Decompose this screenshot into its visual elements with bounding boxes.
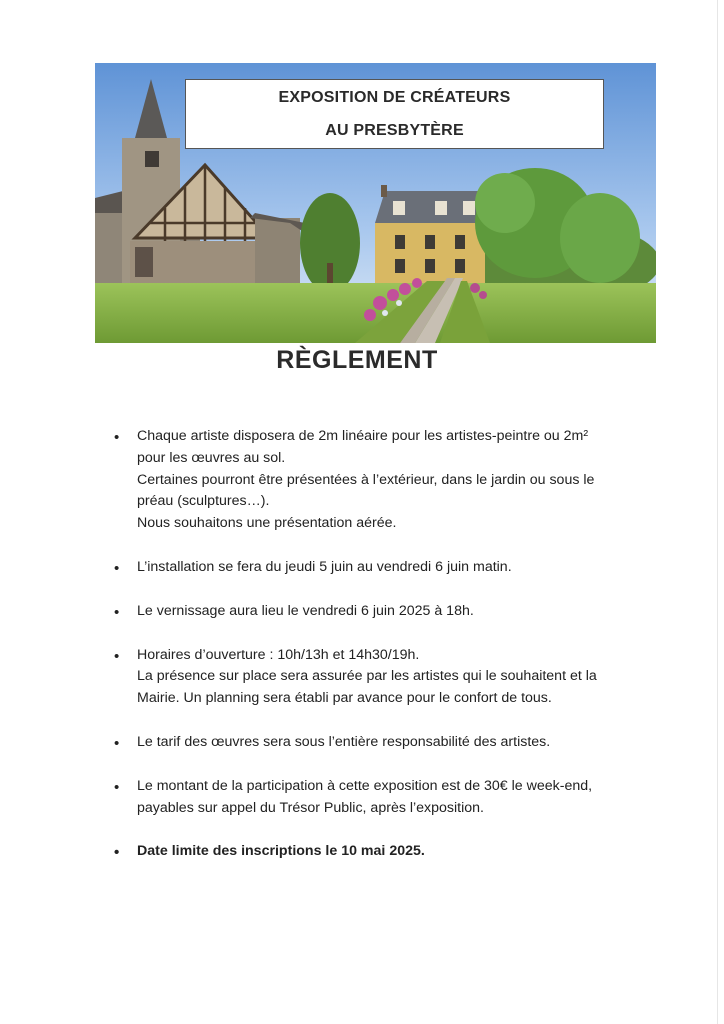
page-heading: RÈGLEMENT bbox=[276, 346, 438, 374]
rule-item bbox=[110, 732, 630, 754]
deadline-text: • Date limite des inscriptions le 10 mai 2025. bbox=[137, 843, 425, 860]
rule-text: pour les œuvres au sol. bbox=[137, 449, 286, 466]
rule-item-deadline bbox=[110, 841, 630, 863]
rule-text: • Le montant de la participation à cette exposition est de 30€ le week-end, bbox=[137, 777, 593, 794]
rule-item bbox=[110, 426, 630, 535]
rule-text: Nous souhaitons une présentation aérée. bbox=[137, 515, 397, 532]
title-line-1: EXPOSITION DE CRÉATEURS bbox=[278, 89, 511, 106]
rule-item bbox=[110, 645, 630, 710]
title-box bbox=[185, 79, 604, 149]
rule-text: • Chaque artiste disposera de 2m linéaire pour les artistes-peintre ou 2m² bbox=[137, 428, 589, 444]
rule-text: La présence sur place sera assurée par les artistes qui le souhaitent et la bbox=[137, 668, 597, 685]
rule-text: • L’installation se fera du jeudi 5 juin au vendredi 6 juin matin. bbox=[137, 558, 512, 575]
rule-text: payables sur appel du Trésor Public, après l’exposition. bbox=[137, 799, 484, 816]
rule-text: préau (sculptures…). bbox=[137, 493, 270, 510]
rule-item bbox=[110, 776, 630, 820]
rule-item bbox=[110, 557, 630, 579]
rule-text: • Le tarif des œuvres sera sous l’entière responsabilité des artistes. bbox=[137, 733, 551, 750]
rules-list bbox=[110, 426, 630, 863]
rule-text: • Horaires d’ouverture : 10h/13h et 14h30/19h. bbox=[137, 646, 420, 663]
title-line-2: AU PRESBYTÈRE bbox=[325, 122, 464, 139]
rule-text: Certaines pourront être présentées à l’extérieur, dans le jardin ou sous le bbox=[137, 471, 595, 488]
scan-edge bbox=[717, 0, 718, 1024]
rule-text: • Le vernissage aura lieu le vendredi 6 juin 2025 à 18h. bbox=[137, 602, 474, 619]
rule-text: Mairie. Un planning sera établi par avance pour le confort de tous. bbox=[137, 690, 552, 707]
rule-item bbox=[110, 601, 630, 623]
